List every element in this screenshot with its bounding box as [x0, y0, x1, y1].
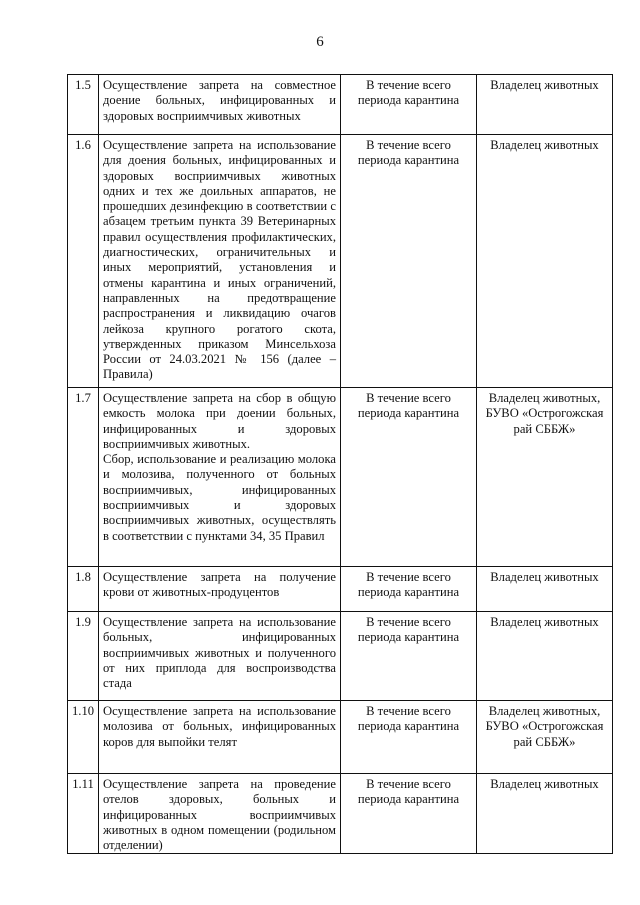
measure-text: [99, 388, 341, 567]
table-row: [68, 75, 613, 135]
responsible-cell: Владелец животных: [477, 75, 613, 135]
measure-text: Осуществление запрета на использование молозива от больных, инфицированных коров для выпойки телят: [99, 701, 341, 774]
measure-text: Осуществление запрета на совместное доение больных, инфицированных и здоровых восприимчивых животных: [99, 75, 341, 135]
responsible-cell: Владелец животных, БУВО «Острогожская рай СББЖ»: [477, 388, 613, 567]
measure-text: Осуществление запрета на получение крови от животных-продуцентов: [99, 567, 341, 612]
row-number: 1.6: [68, 135, 99, 388]
row-number: 1.8: [68, 567, 99, 612]
measure-text: Осуществление запрета на использование больных, инфицированных восприимчивых животных и полученного от них приплода для воспроизводства стада: [99, 612, 341, 701]
row-number: 1.7: [68, 388, 99, 567]
period-cell: В течение всего периода карантина: [341, 75, 477, 135]
period-cell: В течение всего периода карантина: [341, 774, 477, 854]
row-number: 1.5: [68, 75, 99, 135]
measures-table: [67, 74, 613, 854]
responsible-cell: Владелец животных: [477, 135, 613, 388]
responsible-cell: Владелец животных: [477, 612, 613, 701]
page-number: 6: [316, 34, 324, 50]
table-row: [68, 701, 613, 774]
table-row: [68, 774, 613, 854]
row-number: 1.9: [68, 612, 99, 701]
period-cell: В течение всего периода карантина: [341, 612, 477, 701]
responsible-cell: Владелец животных: [477, 567, 613, 612]
period-cell: В течение всего периода карантина: [341, 701, 477, 774]
measure-text-paragraph: Сбор, использование и реализацию молока и молозива, полученного от больных восприимчивых, инфицированных восприимчивых и здоровых восприимчивых животных, осуществлять в соответствии с пунктами 34, 35 Правил: [103, 452, 336, 543]
table-row: [68, 567, 613, 612]
measure-text: Осуществление запрета на проведение отелов здоровых, больных и инфицированных восприимчивых животных в одном помещении (родильном отделении): [99, 774, 341, 854]
table-row: [68, 612, 613, 701]
responsible-cell: Владелец животных: [477, 774, 613, 854]
table-row: [68, 388, 613, 567]
row-number: 1.11: [68, 774, 99, 854]
measure-text: Осуществление запрета на использование для доения больных, инфицированных и здоровых восприимчивых животных одних и тех же доильных аппаратов, не прошедших дезинфекцию в соответствии с абзацем третьим пункта 39 Ветеринарных правил осуществления профилактических, диагностических, ограничительных и иных мероприятий, установления и отмены карантина и иных ограничений, направленных на предотвращение распространения и ликвидацию очагов лейкоза крупного рогатого скота, утвержденных приказом Минсельхоза России от 24.03.2021 № 156 (далее – Правила): [99, 135, 341, 388]
period-cell: В течение всего периода карантина: [341, 388, 477, 567]
period-cell: В течение всего периода карантина: [341, 567, 477, 612]
period-cell: В течение всего периода карантина: [341, 135, 477, 388]
responsible-cell: Владелец животных, БУВО «Острогожская рай СББЖ»: [477, 701, 613, 774]
table-row: [68, 135, 613, 388]
row-number: 1.10: [68, 701, 99, 774]
measure-text-paragraph: Осуществление запрета на сбор в общую емкость молока при доении больных, инфицированных и здоровых восприимчивых животных.: [103, 391, 336, 451]
